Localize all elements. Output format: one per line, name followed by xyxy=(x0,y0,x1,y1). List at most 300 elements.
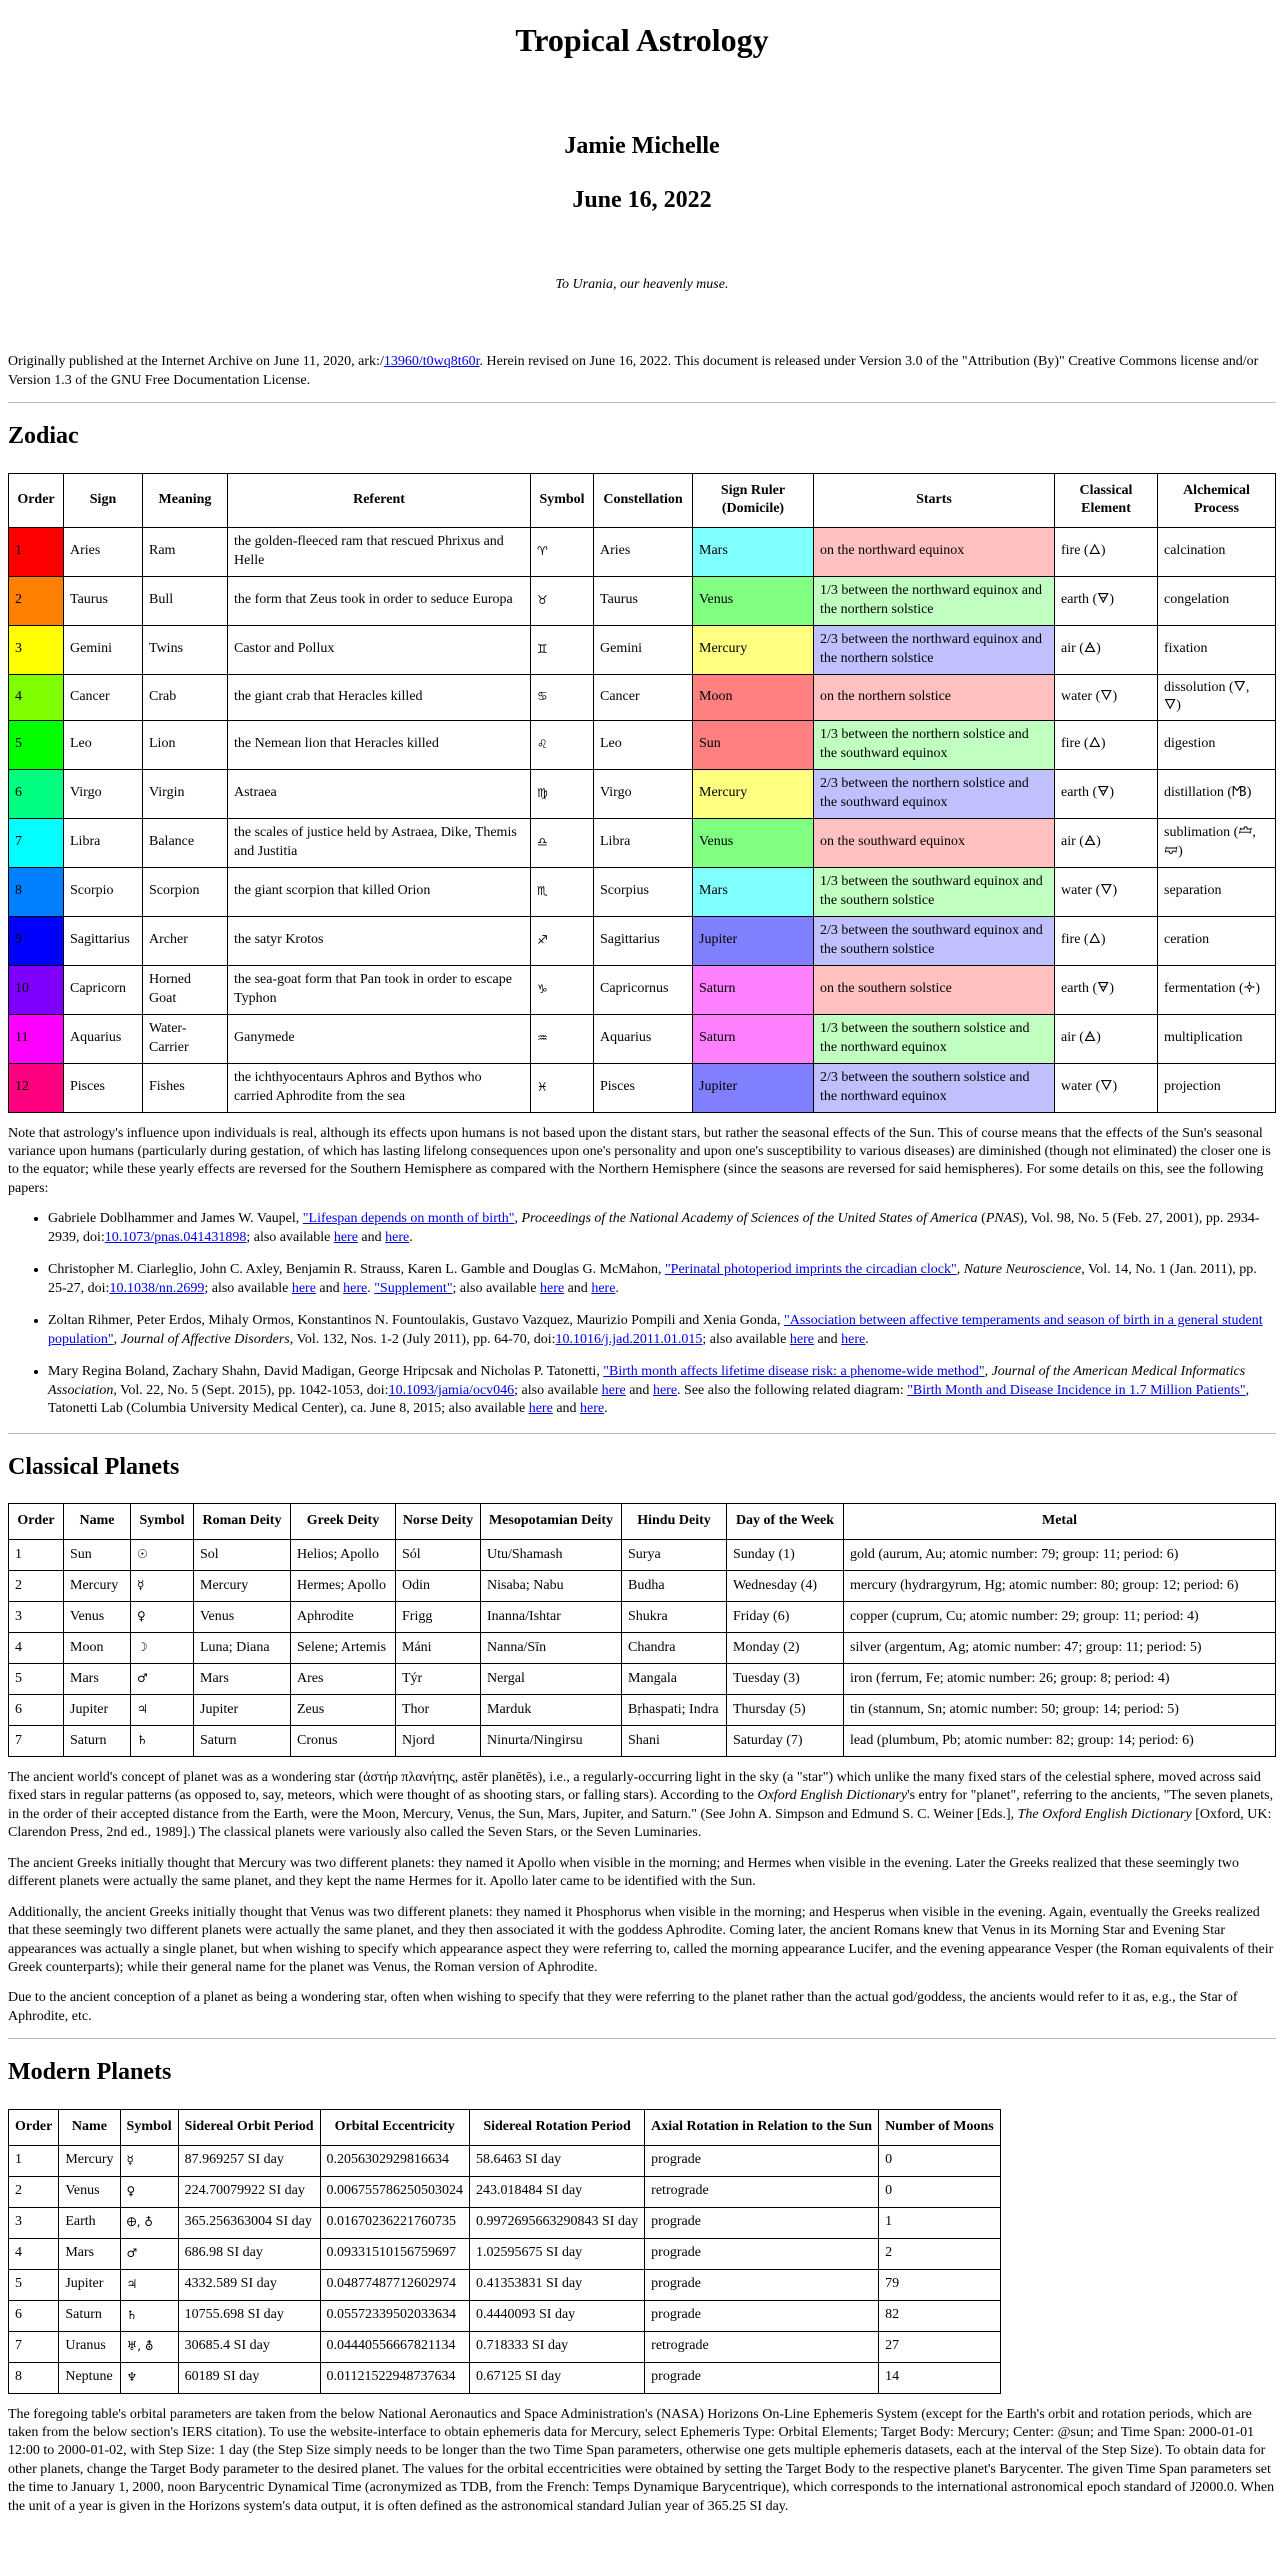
referent-cell: the form that Zeus took in order to seduce Europa xyxy=(228,576,531,625)
order-cell: 1 xyxy=(9,527,64,576)
day-of-week-cell: Sunday (1) xyxy=(727,1539,844,1570)
column-header: Name xyxy=(64,1504,131,1539)
here-link[interactable]: here xyxy=(591,1280,616,1296)
order-cell: 9 xyxy=(9,916,64,965)
referent-cell: Ganymede xyxy=(228,1014,531,1063)
table-row xyxy=(9,1725,1276,1756)
name-cell: Saturn xyxy=(64,1725,131,1756)
column-header: Order xyxy=(9,473,64,527)
here-link[interactable]: here xyxy=(652,1382,678,1398)
axial-rotation-cell: prograde xyxy=(645,2362,879,2393)
starts-cell: 1/3 between the southern solstice and the northward equinox xyxy=(814,1014,1055,1063)
element-cell: air (🜁) xyxy=(1055,625,1158,674)
doi-link[interactable]: 10.1016/j.jad.2011.01.015 xyxy=(555,1331,703,1347)
norse-deity-cell: Týr xyxy=(396,1663,481,1694)
here-link[interactable]: here xyxy=(333,1229,358,1245)
paper-title-link[interactable]: "Lifespan depends on month of birth" xyxy=(302,1211,515,1227)
column-header: Hindu Deity xyxy=(622,1504,727,1539)
paper-title-link[interactable]: "Association between affective temperaments and season of birth in a general student population" xyxy=(48,1313,1263,1347)
column-header: Meaning xyxy=(143,473,228,527)
norse-deity-cell: Frigg xyxy=(396,1601,481,1632)
order-cell: 2 xyxy=(9,2176,59,2207)
referent-cell: the satyr Krotos xyxy=(228,916,531,965)
table-row xyxy=(9,576,1276,625)
axial-rotation-cell: retrograde xyxy=(645,2176,879,2207)
name-cell: Mercury xyxy=(64,1570,131,1601)
here-link[interactable]: here xyxy=(601,1382,626,1398)
planet-symbol-icon: ♃ xyxy=(131,1694,194,1725)
metal-cell: iron (ferrum, Fe; atomic number: 26; group: 8; period: 4) xyxy=(844,1663,1276,1694)
referent-cell: Astraea xyxy=(228,769,531,818)
day-of-week-cell: Tuesday (3) xyxy=(727,1663,844,1694)
ruler-cell: Jupiter xyxy=(693,1063,814,1112)
column-header: Name xyxy=(59,2110,120,2145)
referent-cell: the ichthyocentaurs Aphros and Bythos who carried Aphrodite from the sea xyxy=(228,1063,531,1112)
ruler-cell: Jupiter xyxy=(693,916,814,965)
venus-paragraph: Additionally, the ancient Greeks initially thought that Venus was two different planets: they named it Phosphorus when visible in the morning; and Hesperus when visible in the evening. Again, eventually the Greeks realized that these seemingly two different planets were actually the same planet, and they then associated it with the goddess Aphrodite. Coming later, the ancient Romans knew that Venus in its Morning Star and Evening Star appearances was actually a single planet, but when wishing to specify which appearance aspect they were referring to, called the morning appearance Lucifer, and the evening appearance Vesper (the Roman equivalents of their Greek counterparts); while their general name for the planet was Venus, the Roman version of Aphrodite. xyxy=(8,1904,1274,1975)
element-cell: earth (🜃) xyxy=(1055,965,1158,1014)
roman-deity-cell: Mars xyxy=(194,1663,291,1694)
greek-deity-cell: Zeus xyxy=(291,1694,396,1725)
sign-cell: Libra xyxy=(64,818,143,867)
reference-item: • Zoltan Rihmer, Peter Erdos, Mihaly Ormos, Konstantinos N. Fountoulakis, Gustavo Vazquez, Maurizio Pompili and Xenia Gonda, "Association between affective temperaments and season of birth in a general student population", Journal of Affective Disorders, Vol. 132, Nos. 1-2 (July 2011), pp. 64-70, doi:10.1016/j.jad.2011.01.015; also available here and here. xyxy=(48,1312,1276,1349)
element-cell: water (🜄) xyxy=(1055,1063,1158,1112)
starts-cell: on the southern solstice xyxy=(814,965,1055,1014)
order-cell: 4 xyxy=(9,1632,64,1663)
process-cell: sublimation (🝞, 🝟) xyxy=(1158,818,1276,867)
divider xyxy=(8,2038,1276,2039)
axial-rotation-cell: prograde xyxy=(645,2300,879,2331)
reference-item: • Mary Regina Boland, Zachary Shahn, David Madigan, George Hripcsak and Nicholas P. Tatonetti, "Birth month affects lifetime disease risk: a phenome-wide method", Journal of the American Medical Informatics Association, Vol. 22, No. 5 (Sept. 2015), pp. 1042-1053, doi:10.1093/jamia/ocv046; also available here and here. See also the following related diagram: "Birth Month and Disease Incidence in 1.7 Million Patients", Tatonetti Lab (Columbia University Medical Center), ca. June 8, 2015; also available here and here. xyxy=(48,1363,1276,1418)
hindu-deity-cell: Surya xyxy=(622,1539,727,1570)
meaning-cell: Crab xyxy=(143,674,228,720)
order-cell: 4 xyxy=(9,674,64,720)
here-link[interactable]: here xyxy=(841,1331,866,1347)
column-header: Order xyxy=(9,1504,64,1539)
element-cell: air (🜁) xyxy=(1055,1014,1158,1063)
process-cell: dissolution (🜄, 🜄) xyxy=(1158,674,1276,720)
table-row xyxy=(9,769,1276,818)
planet-symbol-icon: ♃ xyxy=(120,2269,178,2300)
journal-name: Journal of the American Medical Informatics Association xyxy=(48,1364,1246,1398)
hindu-deity-cell: Shani xyxy=(622,1725,727,1756)
order-cell: 2 xyxy=(9,576,64,625)
sign-cell: Gemini xyxy=(64,625,143,674)
table-row xyxy=(9,2238,1001,2269)
order-cell: 3 xyxy=(9,625,64,674)
zodiac-table xyxy=(8,473,1276,1113)
moons-count-cell: 1 xyxy=(879,2207,1001,2238)
column-header: Starts xyxy=(814,473,1055,527)
table-row xyxy=(9,1601,1276,1632)
eccentricity-cell: 0.05572339502033634 xyxy=(320,2300,470,2331)
orbit-period-cell: 686.98 SI day xyxy=(178,2238,320,2269)
order-cell: 1 xyxy=(9,1539,64,1570)
planet-symbol-icon: ♅, ⛢ xyxy=(120,2331,178,2362)
moons-count-cell: 14 xyxy=(879,2362,1001,2393)
classical-planets-table xyxy=(8,1503,1276,1756)
table-row xyxy=(9,2300,1001,2331)
column-header: Mesopotamian Deity xyxy=(481,1504,622,1539)
orbit-period-cell: 87.969257 SI day xyxy=(178,2145,320,2176)
column-header: Sign Ruler (Domicile) xyxy=(693,473,814,527)
section-heading-modern-planets: Modern Planets xyxy=(8,2059,172,2086)
meaning-cell: Lion xyxy=(143,720,228,769)
table-row xyxy=(9,625,1276,674)
order-cell: 4 xyxy=(9,2238,59,2269)
ruler-cell: Venus xyxy=(693,576,814,625)
hindu-deity-cell: Mangala xyxy=(622,1663,727,1694)
ark-link[interactable]: 13960/t0wq8t60r xyxy=(383,354,480,370)
zodiac-symbol-icon: ♏ xyxy=(531,867,594,916)
planet-symbol-icon: ♄ xyxy=(131,1725,194,1756)
order-cell: 3 xyxy=(9,1601,64,1632)
order-cell: 6 xyxy=(9,1694,64,1725)
paper-title-link[interactable]: "Perinatal photoperiod imprints the circadian clock" xyxy=(664,1262,957,1278)
rotation-period-cell: 0.67125 SI day xyxy=(470,2362,645,2393)
starts-cell: 1/3 between the northward equinox and the northern solstice xyxy=(814,576,1055,625)
meaning-cell: Scorpion xyxy=(143,867,228,916)
dedication: To Urania, our heavenly muse. xyxy=(555,276,729,292)
constellation-cell: Sagittarius xyxy=(594,916,693,965)
process-cell: congelation xyxy=(1158,576,1276,625)
eccentricity-cell: 0.04440556667821134 xyxy=(320,2331,470,2362)
constellation-cell: Pisces xyxy=(594,1063,693,1112)
wondering-star-paragraph: Due to the ancient conception of a planet as being a wondering star, often when wishing to specify that they were referring to the planet rather than the actual god/goddess, the ancients would refer to it as, e.g., the Star of Aphrodite, etc. xyxy=(8,1990,1238,2024)
ruler-cell: Saturn xyxy=(693,965,814,1014)
divider xyxy=(8,402,1276,403)
column-header: Referent xyxy=(228,473,531,527)
journal-name: Journal of Affective Disorders xyxy=(120,1331,290,1347)
order-cell: 8 xyxy=(9,2362,59,2393)
moons-count-cell: 82 xyxy=(879,2300,1001,2331)
constellation-cell: Aquarius xyxy=(594,1014,693,1063)
ruler-cell: Mercury xyxy=(693,769,814,818)
orbit-period-cell: 365.256363004 SI day xyxy=(178,2207,320,2238)
moons-count-cell: 0 xyxy=(879,2176,1001,2207)
ruler-cell: Sun xyxy=(693,720,814,769)
ruler-cell: Moon xyxy=(693,674,814,720)
eccentricity-cell: 0.01121522948737634 xyxy=(320,2362,470,2393)
element-cell: water (🜄) xyxy=(1055,674,1158,720)
axial-rotation-cell: prograde xyxy=(645,2238,879,2269)
order-cell: 5 xyxy=(9,720,64,769)
table-row xyxy=(9,2362,1001,2393)
process-cell: ceration xyxy=(1158,916,1276,965)
here-link[interactable]: here xyxy=(291,1280,316,1296)
name-cell: Saturn xyxy=(59,2300,120,2331)
journal-name: Proceedings of the National Academy of Sciences of the United States of America xyxy=(521,1211,978,1227)
mesopotamian-deity-cell: Inanna/Ishtar xyxy=(481,1601,622,1632)
axial-rotation-cell: prograde xyxy=(645,2207,879,2238)
doi-link[interactable]: 10.1038/nn.2699 xyxy=(109,1280,205,1296)
roman-deity-cell: Jupiter xyxy=(194,1694,291,1725)
axial-rotation-cell: retrograde xyxy=(645,2331,879,2362)
order-cell: 2 xyxy=(9,1570,64,1601)
here-link[interactable]: here xyxy=(343,1280,368,1296)
table-row xyxy=(9,527,1276,576)
referent-cell: the sea-goat form that Pan took in order to escape Typhon xyxy=(228,965,531,1014)
moons-count-cell: 0 xyxy=(879,2145,1001,2176)
eccentricity-cell: 0.2056302929816634 xyxy=(320,2145,470,2176)
process-cell: distillation (🝫) xyxy=(1158,769,1276,818)
axial-rotation-cell: prograde xyxy=(645,2145,879,2176)
order-cell: 7 xyxy=(9,1725,64,1756)
norse-deity-cell: Njord xyxy=(396,1725,481,1756)
meaning-cell: Bull xyxy=(143,576,228,625)
norse-deity-cell: Thor xyxy=(396,1694,481,1725)
table-header-row xyxy=(9,1504,1276,1539)
order-cell: 6 xyxy=(9,2300,59,2331)
constellation-cell: Virgo xyxy=(594,769,693,818)
sign-cell: Pisces xyxy=(64,1063,143,1112)
order-cell: 11 xyxy=(9,1014,64,1063)
metal-cell: tin (stannum, Sn; atomic number: 50; group: 14; period: 5) xyxy=(844,1694,1276,1725)
process-cell: fermentation (🝊) xyxy=(1158,965,1276,1014)
referent-cell: the giant crab that Heracles killed xyxy=(228,674,531,720)
sign-cell: Leo xyxy=(64,720,143,769)
planet-symbol-icon: ☿ xyxy=(120,2145,178,2176)
metal-cell: mercury (hydrargyrum, Hg; atomic number: 80; group: 12; period: 6) xyxy=(844,1570,1276,1601)
zodiac-symbol-icon: ♎ xyxy=(531,818,594,867)
table-row xyxy=(9,2176,1001,2207)
process-cell: multiplication xyxy=(1158,1014,1276,1063)
planet-symbol-icon: ☽ xyxy=(131,1632,194,1663)
process-cell: separation xyxy=(1158,867,1276,916)
publication-date: June 16, 2022 xyxy=(572,186,712,213)
table-row xyxy=(9,916,1276,965)
reference-item: • Gabriele Doblhammer and James W. Vaupel, "Lifespan depends on month of birth", Proceedings of the National Academy of Sciences of the United States of America (PNAS), Vol. 98, No. 5 (Feb. 27, 2001), pp. 2934-2939, doi:10.1073/pnas.041431898; also available here and here. xyxy=(48,1210,1276,1247)
table-row xyxy=(9,965,1276,1014)
column-header: Day of the Week xyxy=(727,1504,844,1539)
here-link[interactable]: here xyxy=(385,1229,410,1245)
roman-deity-cell: Venus xyxy=(194,1601,291,1632)
table-row xyxy=(9,1570,1276,1601)
zodiac-symbol-icon: ♒ xyxy=(531,1014,594,1063)
zodiac-symbol-icon: ♉ xyxy=(531,576,594,625)
name-cell: Mercury xyxy=(59,2145,120,2176)
day-of-week-cell: Friday (6) xyxy=(727,1601,844,1632)
starts-cell: on the southward equinox xyxy=(814,818,1055,867)
name-cell: Mars xyxy=(59,2238,120,2269)
meaning-cell: Ram xyxy=(143,527,228,576)
eccentricity-cell: 0.01670236221760735 xyxy=(320,2207,470,2238)
sign-cell: Scorpio xyxy=(64,867,143,916)
planet-symbol-icon: ☉ xyxy=(131,1539,194,1570)
paper-title-link[interactable]: "Birth month affects lifetime disease risk: a phenome-wide method" xyxy=(603,1364,985,1380)
sign-cell: Capricorn xyxy=(64,965,143,1014)
order-cell: 6 xyxy=(9,769,64,818)
referent-cell: the scales of justice held by Astraea, Dike, Themis and Justitia xyxy=(228,818,531,867)
starts-cell: 2/3 between the northward equinox and the northern solstice xyxy=(814,625,1055,674)
author: Jamie Michelle xyxy=(564,133,720,160)
zodiac-symbol-icon: ♊ xyxy=(531,625,594,674)
sign-cell: Sagittarius xyxy=(64,916,143,965)
table-row xyxy=(9,720,1276,769)
day-of-week-cell: Wednesday (4) xyxy=(727,1570,844,1601)
referent-cell: Castor and Pollux xyxy=(228,625,531,674)
hindu-deity-cell: Shukra xyxy=(622,1601,727,1632)
roman-deity-cell: Mercury xyxy=(194,1570,291,1601)
norse-deity-cell: Máni xyxy=(396,1632,481,1663)
rotation-period-cell: 0.9972695663290843 SI day xyxy=(470,2207,645,2238)
license-notice: Originally published at the Internet Archive on June 11, 2020, ark:/13960/t0wq8t60r. Herein revised on June 16, 2022. This document is released under Version 3.0 of the "Attribution (By)" Creative Commons license and/or Version 1.3 of the GNU Free Documentation License. xyxy=(8,354,1259,388)
section-heading-classical-planets: Classical Planets xyxy=(8,1453,180,1480)
column-header: Sidereal Orbit Period xyxy=(178,2110,320,2145)
table-row xyxy=(9,2145,1001,2176)
orbit-period-cell: 4332.589 SI day xyxy=(178,2269,320,2300)
metal-cell: gold (aurum, Au; atomic number: 79; group: 11; period: 6) xyxy=(844,1539,1276,1570)
greek-deity-cell: Cronus xyxy=(291,1725,396,1756)
column-header: Constellation xyxy=(594,473,693,527)
metal-cell: silver (argentum, Ag; atomic number: 47; group: 11; period: 5) xyxy=(844,1632,1276,1663)
norse-deity-cell: Sól xyxy=(396,1539,481,1570)
name-cell: Mars xyxy=(64,1663,131,1694)
day-of-week-cell: Thursday (5) xyxy=(727,1694,844,1725)
diagram-link[interactable]: "Birth Month and Disease Incidence in 1.7 Million Patients" xyxy=(907,1382,1246,1398)
roman-deity-cell: Sol xyxy=(194,1539,291,1570)
eccentricity-cell: 0.006755786250503024 xyxy=(320,2176,470,2207)
mesopotamian-deity-cell: Ninurta/Ningirsu xyxy=(481,1725,622,1756)
column-header: Norse Deity xyxy=(396,1504,481,1539)
table-row xyxy=(9,818,1276,867)
name-cell: Neptune xyxy=(59,2362,120,2393)
planet-concept-paragraph: The ancient world's concept of planet was as a wondering star (ἀστήρ πλανήτης, astēr planētēs), i.e., a regularly-occurring light in the sky (a "star") which unlike the many fixed stars of the celestial sphere, moved across said fixed stars in regular patterns (as opposed to, say, meteors, which were thought of as shooting stars, or falling stars). According to the Oxford English Dictionary's entry for "planet", referring to the ancients, "The seven planets, in the order of their accepted distance from the Earth, were the Moon, Mercury, Venus, the Sun, Mars, Jupiter, and Saturn." (See John A. Simpson and Edmund S. C. Weiner [Eds.], The Oxford English Dictionary [Oxford, UK: Clarendon Press, 2nd ed., 1989].) The classical planets were variously also called the Seven Stars, or the Seven Luminaries. xyxy=(8,1769,1274,1841)
table-row xyxy=(9,2207,1001,2238)
orbital-parameters-paragraph: The foregoing table's orbital parameters are taken from the below National Aeronautics and Space Administration's (NASA) Horizons On-Line Ephemeris System (except for the Earth's orbit and rotation periods, which are taken from the below section's IERS citation). To use the website-interface to obtain ephemeris data for Mercury, select Ephemeris Type: Orbital Elements; Target Body: Mercury; Center: @sun; and Time Span: 2000-01-01 12:00 to 2000-01-02, with Step Size: 1 day (the Step Size simply needs to be longer than the two Time Span parameters, otherwise one gets multiple ephemeris datasets, each at the interval of the Step Size). To obtain data for other planets, change the Target Body parameter to the desired planet. The values for the orbital eccentricities were obtained by setting the Target Body to the respective planet's Barycenter. The given Time Span parameters set the time to January 1, 2000, noon Barycentric Dynamical Time (acronymized as TDB, from the French: Temps Dynamique Barycentrique), which corresponds to the international astronomical epoch standard of J2000.0. When the unit of a year is given in the Horizons system's data output, it is often defined as the astronomical standard Julian year of 365.25 SI day. xyxy=(8,2406,1275,2514)
hindu-deity-cell: Bṛhaspati; Indra xyxy=(622,1694,727,1725)
zodiac-symbol-icon: ♍ xyxy=(531,769,594,818)
constellation-cell: Cancer xyxy=(594,674,693,720)
name-cell: Jupiter xyxy=(59,2269,120,2300)
roman-deity-cell: Luna; Diana xyxy=(194,1632,291,1663)
modern-planets-table xyxy=(8,2109,1001,2393)
constellation-cell: Capricornus xyxy=(594,965,693,1014)
hindu-deity-cell: Chandra xyxy=(622,1632,727,1663)
mesopotamian-deity-cell: Nanna/Sīn xyxy=(481,1632,622,1663)
here-link[interactable]: here xyxy=(580,1401,605,1417)
constellation-cell: Leo xyxy=(594,720,693,769)
order-cell: 5 xyxy=(9,1663,64,1694)
order-cell: 7 xyxy=(9,818,64,867)
ruler-cell: Mars xyxy=(693,867,814,916)
eccentricity-cell: 0.04877487712602974 xyxy=(320,2269,470,2300)
here-link[interactable]: here xyxy=(540,1280,565,1296)
ruler-cell: Mars xyxy=(693,527,814,576)
metal-cell: copper (cuprum, Cu; atomic number: 29; group: 11; period: 4) xyxy=(844,1601,1276,1632)
element-cell: earth (🜃) xyxy=(1055,576,1158,625)
rotation-period-cell: 0.4440093 SI day xyxy=(470,2300,645,2331)
process-cell: fixation xyxy=(1158,625,1276,674)
hindu-deity-cell: Budha xyxy=(622,1570,727,1601)
supplement-link[interactable]: "Supplement" xyxy=(374,1280,453,1296)
constellation-cell: Gemini xyxy=(594,625,693,674)
here-link[interactable]: here xyxy=(789,1331,814,1347)
mesopotamian-deity-cell: Marduk xyxy=(481,1694,622,1725)
constellation-cell: Libra xyxy=(594,818,693,867)
constellation-cell: Scorpius xyxy=(594,867,693,916)
starts-cell: 2/3 between the southward equinox and the southern solstice xyxy=(814,916,1055,965)
column-header: Symbol xyxy=(131,1504,194,1539)
order-cell: 12 xyxy=(9,1063,64,1112)
axial-rotation-cell: prograde xyxy=(645,2269,879,2300)
starts-cell: 2/3 between the southern solstice and the northward equinox xyxy=(814,1063,1055,1112)
ruler-cell: Mercury xyxy=(693,625,814,674)
column-header: Roman Deity xyxy=(194,1504,291,1539)
planet-symbol-icon: ☿ xyxy=(131,1570,194,1601)
element-cell: fire (🜂) xyxy=(1055,916,1158,965)
meaning-cell: Fishes xyxy=(143,1063,228,1112)
column-header: Alchemical Process xyxy=(1158,473,1276,527)
referent-cell: the giant scorpion that killed Orion xyxy=(228,867,531,916)
name-cell: Venus xyxy=(59,2176,120,2207)
constellation-cell: Aries xyxy=(594,527,693,576)
reference-item: • Christopher M. Ciarleglio, John C. Axley, Benjamin R. Strauss, Karen L. Gamble and Douglas G. McMahon, "Perinatal photoperiod imprints the circadian clock", Nature Neuroscience, Vol. 14, No. 1 (Jan. 2011), pp. 25-27, doi:10.1038/nn.2699; also available here and here. "Supplement"; also available here and here. xyxy=(48,1261,1276,1298)
rotation-period-cell: 58.6463 SI day xyxy=(470,2145,645,2176)
column-header: Symbol xyxy=(120,2110,178,2145)
planet-symbol-icon: ♄ xyxy=(120,2300,178,2331)
table-row xyxy=(9,1694,1276,1725)
order-cell: 1 xyxy=(9,2145,59,2176)
day-of-week-cell: Monday (2) xyxy=(727,1632,844,1663)
table-row xyxy=(9,2269,1001,2300)
order-cell: 3 xyxy=(9,2207,59,2238)
planet-symbol-icon: ♀ xyxy=(120,2176,178,2207)
element-cell: earth (🜃) xyxy=(1055,769,1158,818)
document-title: Tropical Astrology xyxy=(515,22,769,58)
column-header: Axial Rotation in Relation to the Sun xyxy=(645,2110,879,2145)
order-cell: 10 xyxy=(9,965,64,1014)
greek-deity-cell: Hermes; Apollo xyxy=(291,1570,396,1601)
zodiac-symbol-icon: ♑ xyxy=(531,965,594,1014)
starts-cell: 1/3 between the northern solstice and the southward equinox xyxy=(814,720,1055,769)
process-cell: digestion xyxy=(1158,720,1276,769)
name-cell: Uranus xyxy=(59,2331,120,2362)
rotation-period-cell: 1.02595675 SI day xyxy=(470,2238,645,2269)
meaning-cell: Twins xyxy=(143,625,228,674)
moons-count-cell: 79 xyxy=(879,2269,1001,2300)
meaning-cell: Archer xyxy=(143,916,228,965)
here-link[interactable]: here xyxy=(528,1401,553,1417)
section-heading-zodiac: Zodiac xyxy=(8,422,79,449)
sign-cell: Taurus xyxy=(64,576,143,625)
mesopotamian-deity-cell: Utu/Shamash xyxy=(481,1539,622,1570)
column-header: Symbol xyxy=(531,473,594,527)
moons-count-cell: 27 xyxy=(879,2331,1001,2362)
column-header: Metal xyxy=(844,1504,1276,1539)
name-cell: Earth xyxy=(59,2207,120,2238)
referent-cell: the golden-fleeced ram that rescued Phrixus and Helle xyxy=(228,527,531,576)
table-row xyxy=(9,1632,1276,1663)
reference-list xyxy=(8,1210,1276,1418)
zodiac-symbol-icon: ♐ xyxy=(531,916,594,965)
greek-deity-cell: Aphrodite xyxy=(291,1601,396,1632)
table-header-row xyxy=(9,2110,1001,2145)
starts-cell: 1/3 between the southward equinox and the southern solstice xyxy=(814,867,1055,916)
rotation-period-cell: 243.018484 SI day xyxy=(470,2176,645,2207)
sign-cell: Aquarius xyxy=(64,1014,143,1063)
table-row xyxy=(9,2331,1001,2362)
column-header: Sign xyxy=(64,473,143,527)
element-cell: fire (🜂) xyxy=(1055,527,1158,576)
column-header: Number of Moons xyxy=(879,2110,1001,2145)
starts-cell: 2/3 between the northern solstice and the southward equinox xyxy=(814,769,1055,818)
doi-link[interactable]: 10.1073/pnas.041431898 xyxy=(104,1229,247,1245)
element-cell: fire (🜂) xyxy=(1055,720,1158,769)
doi-link[interactable]: 10.1093/jamia/ocv046 xyxy=(388,1382,515,1398)
orbit-period-cell: 60189 SI day xyxy=(178,2362,320,2393)
zodiac-symbol-icon: ♌ xyxy=(531,720,594,769)
